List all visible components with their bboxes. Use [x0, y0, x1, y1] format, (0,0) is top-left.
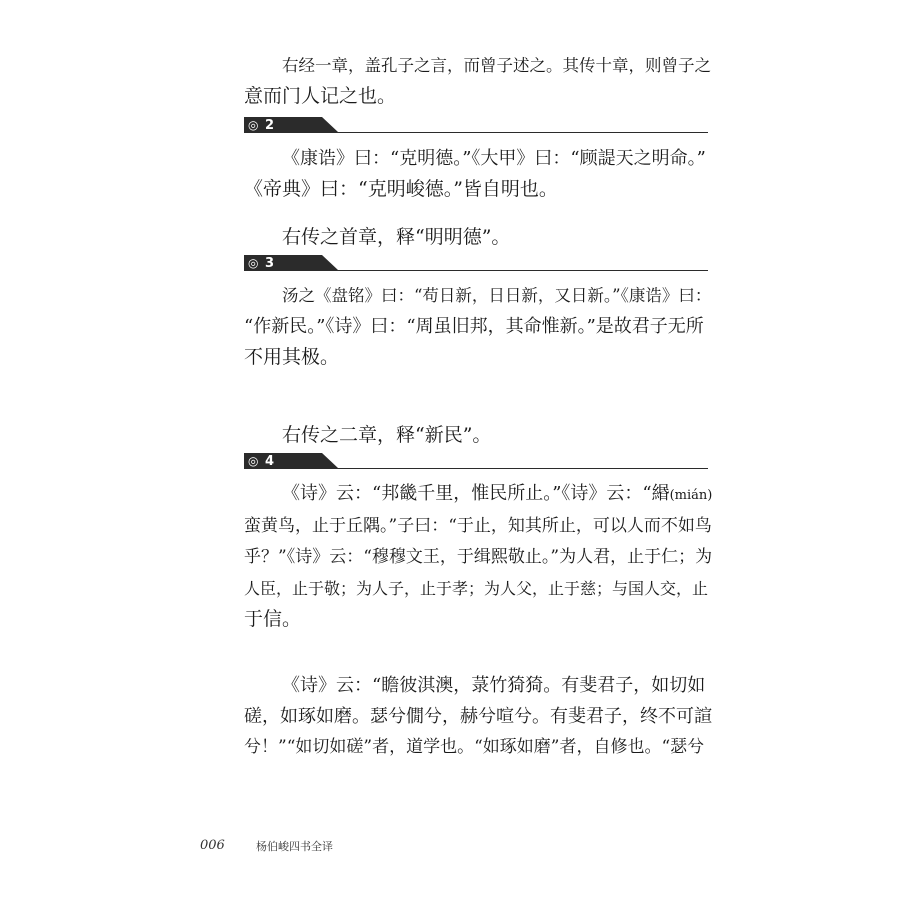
text-line: 意而门人记之也。	[244, 85, 397, 107]
text-line: 右传之首章，释“明明德”。	[282, 226, 511, 248]
section-bar-shape	[244, 117, 708, 133]
bullseye-icon: ◎	[248, 256, 259, 270]
page-number: 006	[200, 838, 225, 853]
text-line: 兮！”“如切如磋”者，道学也。“如琢如磨”者，自修也。“瑟兮	[244, 737, 705, 757]
section-header-3	[244, 255, 708, 271]
text-line: 蛮黄鸟，止于丘隅。”子曰：“于止，知其所止，可以人而不如鸟	[244, 516, 712, 536]
text-segment: 《诗》云：“邦畿千里，惟民所止。”《诗》云：“緡	[282, 483, 670, 504]
text-line: 人臣，止于敬；为人子，止于孝；为人父，止于慈；与国人交，止	[244, 579, 709, 598]
text-line: 磋，如琢如磨。瑟兮僩兮，赫兮喧兮。有斐君子，终不可諠	[244, 706, 712, 727]
text-line: 《帝典》曰：“克明峻德。”皆自明也。	[244, 178, 558, 200]
paragraph-2	[244, 143, 714, 205]
paragraph-4	[244, 280, 714, 373]
section-header-2	[244, 117, 708, 133]
section-number: 3	[265, 256, 275, 271]
text-line	[244, 478, 714, 511]
text-line: 于信。	[244, 608, 302, 630]
text-line: 《诗》云：“瞻彼淇澳，菉竹猗猗。有斐君子，如切如	[282, 675, 706, 696]
running-footer-title: 杨伯峻四书全译	[256, 840, 333, 853]
text-line: 汤之《盘铭》曰：“苟日新，日日新，又日新。”《康诰》曰：	[282, 286, 712, 305]
section-bar-shape	[244, 255, 708, 271]
text-line: “作新民。”《诗》曰：“周虽旧邦，其命惟新。”是故君子无所	[244, 316, 704, 337]
bullseye-icon: ◎	[248, 118, 259, 132]
section-label	[244, 117, 274, 133]
text-line: 不用其极。	[244, 346, 340, 368]
section-number: 2	[265, 118, 275, 133]
pinyin-annotation: (mián)	[669, 488, 713, 503]
paragraph-1	[244, 50, 714, 112]
paragraph-7	[244, 670, 714, 763]
section-header-4	[244, 453, 708, 469]
text-line: 《康诰》曰：“克明德。”《大甲》曰：“顾諟天之明命。”	[282, 148, 706, 169]
bullseye-icon: ◎	[248, 454, 259, 468]
section-bar-shape	[244, 453, 708, 469]
section-label	[244, 453, 274, 469]
paragraph-5	[244, 420, 714, 451]
text-line: 右经一章，盖孔子之言，而曾子述之。其传十章，则曾子之	[282, 56, 711, 75]
section-label	[244, 255, 274, 271]
paragraph-3	[244, 222, 714, 253]
paragraph-6	[244, 478, 714, 635]
text-line: 乎？”《诗》云：“穆穆文王，于缉熙敬止。”为人君，止于仁；为	[244, 547, 713, 567]
text-line: 右传之二章，释“新民”。	[282, 424, 492, 446]
section-number: 4	[265, 454, 275, 469]
